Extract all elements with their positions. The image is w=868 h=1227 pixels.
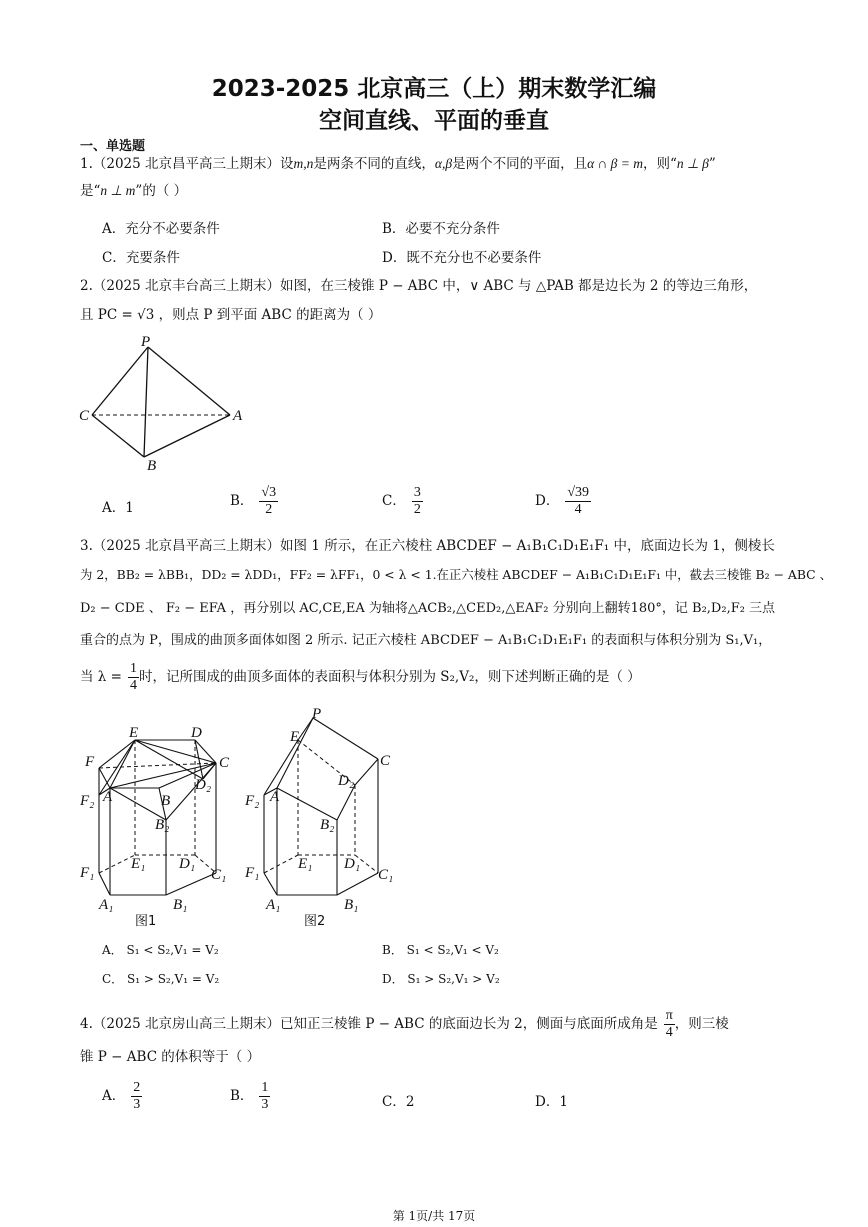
q1-option-a[interactable]: A．充分不必要条件 bbox=[102, 221, 220, 237]
fig2-label-A1: A₁ bbox=[266, 897, 281, 913]
q1-prefix: 1.（2025 北京昌平高三上期末）设 bbox=[80, 156, 294, 172]
fig1-label-D: D bbox=[191, 725, 202, 741]
fig1-label-F: F bbox=[85, 754, 95, 770]
fig2-label-B1: B₁ bbox=[344, 897, 359, 913]
fig1-label-A: A bbox=[103, 789, 113, 805]
denominator: 3 bbox=[133, 1097, 141, 1112]
fig1-label-C1: C₁ bbox=[211, 867, 227, 883]
fig1-label-E: E bbox=[129, 725, 139, 741]
q2-option-d[interactable] bbox=[535, 485, 591, 518]
fig2-label-D1: D₁ bbox=[344, 856, 361, 872]
q1-line2 bbox=[80, 182, 800, 200]
fig1-label-F2: F₂ bbox=[80, 793, 95, 809]
q4-option-a-fraction bbox=[131, 1080, 142, 1113]
fig1-label-B2: B₂ bbox=[155, 817, 170, 833]
q1-option-d[interactable]: D．既不充分也不必要条件 bbox=[382, 250, 542, 266]
fig1-label-F1: F₁ bbox=[80, 865, 95, 881]
q1-nm: n ⊥ m bbox=[100, 183, 136, 198]
q2-option-c[interactable] bbox=[382, 485, 423, 518]
q4-option-b-fraction bbox=[259, 1080, 270, 1113]
q3-line1: 3.（2025 北京昌平高三上期末）如图 1 所示，在正六棱柱 ABCDEF − A₁B₁C₁D₁E₁F₁ 中，底面边长为 1，侧棱长 bbox=[80, 538, 775, 554]
q3-line5-b: 时，记所围成的曲顶多面体的表面积与体积分别为 S₂,V₂，则下述判断正确的是（ ） bbox=[138, 669, 641, 685]
q3-figure-2 bbox=[240, 703, 410, 930]
numerator: π bbox=[665, 1008, 673, 1023]
q1-line1 bbox=[80, 155, 800, 173]
denominator: 4 bbox=[129, 678, 137, 693]
fig1-label-D1: D₁ bbox=[179, 856, 196, 872]
q2-option-a[interactable]: A．1 bbox=[102, 500, 134, 516]
q1-cond: α ∩ β = m bbox=[587, 156, 644, 171]
fig2-caption: 图2 bbox=[304, 914, 326, 929]
fig1-label-B1: B₁ bbox=[173, 897, 188, 913]
fig2-label-B2: B₂ bbox=[320, 817, 335, 833]
page-subtitle: 空间直线、平面的垂直 bbox=[319, 108, 549, 134]
page-title: 2023-2025 北京高三（上）期末数学汇编 bbox=[211, 76, 657, 102]
q1-mid2: 是两个不同的平面，且 bbox=[452, 156, 588, 172]
q3-line3: D₂ − CDE 、 F₂ − EFA ，再分别以 AC,CE,EA 为轴将△ACB₂,△CED₂,△EAF₂ 分别向上翻转180°，记 B₂,D₂,F₂ 三点 bbox=[80, 601, 776, 616]
q4-option-a-label: A． bbox=[102, 1088, 126, 1104]
section-heading: 一、单选题 bbox=[80, 139, 146, 154]
q1-ab: α,β bbox=[434, 156, 453, 171]
numerator: 2 bbox=[133, 1080, 141, 1095]
q4-angle-fraction bbox=[664, 1008, 675, 1041]
q2-line1: 2.（2025 北京丰台高三上期末）如图，在三棱锥 P − ABC 中，∨ ABC 与 △PAB 都是边长为 2 的等边三角形， bbox=[80, 278, 758, 294]
page-footer: 第 1页/共 17页 bbox=[392, 1209, 476, 1223]
q2-option-d-label: D． bbox=[535, 493, 560, 509]
q3-line5-a: 当 λ = bbox=[80, 669, 122, 685]
q2-option-b-fraction bbox=[259, 485, 278, 518]
fig1-label-E1: E₁ bbox=[131, 856, 146, 872]
label-P: P bbox=[141, 334, 151, 350]
q2-option-c-fraction bbox=[412, 485, 423, 518]
q1-line2-b: ”的（ ） bbox=[135, 183, 188, 199]
denominator: 4 bbox=[574, 502, 582, 517]
fig2-label-E: E bbox=[290, 729, 300, 745]
q2-tetrahedron-figure bbox=[75, 332, 255, 474]
fig2-label-E1: E₁ bbox=[298, 856, 313, 872]
denominator: 2 bbox=[413, 502, 421, 517]
q1-end: ” bbox=[708, 156, 716, 172]
q4-line1-a: 4.（2025 北京房山高三上期末）已知正三棱锥 P − ABC 的底面边长为 2，侧面与底面所成角是 bbox=[80, 1016, 658, 1032]
fig2-label-A: A bbox=[270, 789, 280, 805]
numerator: √39 bbox=[567, 485, 590, 500]
q4-option-b[interactable] bbox=[230, 1080, 270, 1113]
q4-option-d[interactable]: D．1 bbox=[535, 1094, 568, 1110]
label-B: B bbox=[147, 458, 157, 474]
numerator: 1 bbox=[261, 1080, 269, 1095]
fig2-label-F1: F₁ bbox=[245, 865, 260, 881]
label-A: A bbox=[233, 408, 243, 424]
denominator: 3 bbox=[261, 1097, 269, 1112]
fig1-caption: 图1 bbox=[135, 914, 157, 929]
fig2-label-C: C bbox=[380, 753, 391, 769]
fig2-label-P: P bbox=[312, 706, 322, 722]
fig2-label-F2: F₂ bbox=[245, 793, 260, 809]
numerator: √3 bbox=[261, 485, 277, 500]
q3-option-c[interactable]: C． S₁ > S₂,V₁ = V₂ bbox=[102, 972, 220, 986]
q3-option-b[interactable]: B． S₁ < S₂,V₁ < V₂ bbox=[382, 943, 499, 957]
q2-option-c-label: C． bbox=[382, 493, 406, 509]
fig1-label-D2: D₂ bbox=[195, 777, 212, 793]
q1-line2-a: 是“ bbox=[80, 183, 101, 199]
fig1-label-A1: A₁ bbox=[99, 897, 114, 913]
q1-option-b[interactable]: B．必要不充分条件 bbox=[382, 221, 500, 237]
numerator: 3 bbox=[413, 485, 421, 500]
denominator: 2 bbox=[265, 502, 273, 517]
fig1-label-C: C bbox=[219, 755, 230, 771]
fig2-label-D2: D₂ bbox=[338, 773, 355, 789]
numerator: 1 bbox=[129, 661, 137, 676]
q2-option-b[interactable] bbox=[230, 485, 278, 518]
q2-option-b-label: B． bbox=[230, 493, 254, 509]
q3-line5 bbox=[80, 661, 800, 694]
q4-option-c[interactable]: C．2 bbox=[382, 1094, 415, 1110]
fig1-label-B: B bbox=[161, 793, 171, 809]
denominator: 4 bbox=[665, 1025, 673, 1040]
q2-line2: 且 PC = √3 ，则点 P 到平面 ABC 的距离为（ ） bbox=[80, 307, 382, 323]
q1-nb: n ⊥ β bbox=[676, 156, 709, 171]
q3-option-d[interactable]: D． S₁ > S₂,V₁ > V₂ bbox=[382, 972, 500, 986]
q1-mn: m,n bbox=[293, 156, 314, 171]
q1-mid3: ，则“ bbox=[643, 156, 677, 172]
q1-mid1: 是两条不同的直线， bbox=[313, 156, 435, 172]
q4-line1-b: ，则三棱 bbox=[674, 1016, 729, 1032]
fig2-label-C1: C₁ bbox=[378, 867, 394, 883]
q3-line4: 重合的点为 P，围成的曲顶多面体如图 2 所示. 记正六棱柱 ABCDEF − A₁B₁C₁D₁E₁F₁ 的表面积与体积分别为 S₁,V₁， bbox=[80, 633, 772, 648]
q4-option-a[interactable] bbox=[102, 1080, 142, 1113]
q1-option-c[interactable]: C．充要条件 bbox=[102, 250, 180, 266]
q3-figure-1 bbox=[75, 715, 245, 930]
q4-option-b-label: B． bbox=[230, 1088, 254, 1104]
q3-lambda-fraction bbox=[128, 661, 139, 694]
q3-option-a[interactable]: A． S₁ < S₂,V₁ = V₂ bbox=[102, 943, 219, 957]
q2-option-d-fraction bbox=[565, 485, 591, 518]
q3-line2: 为 2，BB₂ = λBB₁，DD₂ = λDD₁，FF₂ = λFF₁，0 < λ < 1.在正六棱柱 ABCDEF − A₁B₁C₁D₁E₁F₁ 中，截去三棱锥 B₂ − ABC 、 bbox=[80, 567, 832, 582]
label-C: C bbox=[79, 408, 90, 424]
q4-line2: 锥 P − ABC 的体积等于（ ） bbox=[80, 1049, 261, 1065]
q4-line1 bbox=[80, 1008, 800, 1041]
